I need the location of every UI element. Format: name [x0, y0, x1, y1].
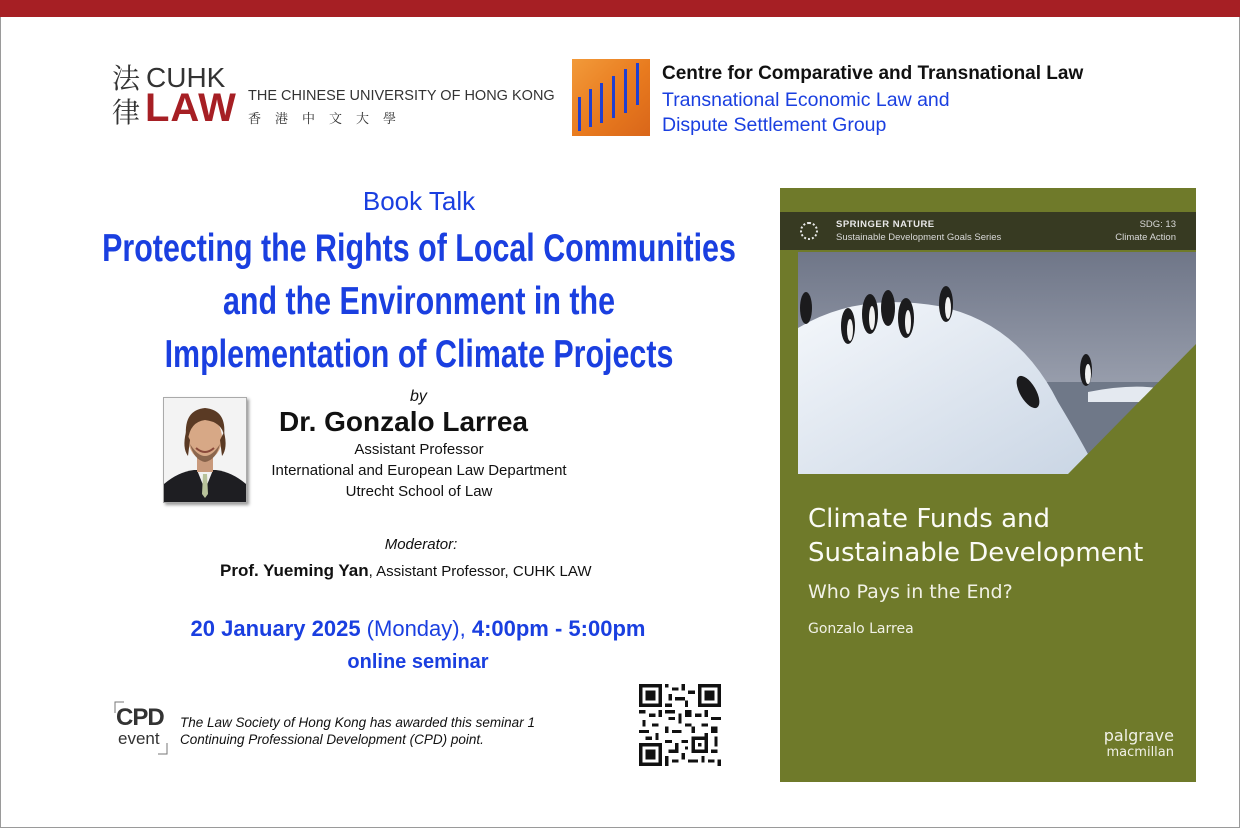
qr-code[interactable] [639, 684, 721, 766]
centre-group-line1: Transnational Economic Law and [662, 89, 950, 111]
imprint-palgrave: palgrave [1103, 726, 1174, 745]
logo-chinese-chars: 法律 [112, 62, 141, 129]
logo-law-text: LAW [145, 86, 237, 130]
cpd-icon [114, 701, 168, 755]
book-subtitle: Who Pays in the End? [808, 581, 1013, 603]
sdg-topic: Climate Action [1115, 232, 1176, 243]
book-series-header [780, 212, 1196, 250]
book-cover [780, 188, 1196, 782]
moderator-details: , Assistant Professor, CUHK LAW [368, 563, 592, 580]
book-title [808, 502, 1143, 570]
event-title-line3: Implementation of Climate Projects [164, 333, 674, 376]
cpd-note-line1: The Law Society of Hong Kong has awarded this seminar 1 [180, 715, 535, 730]
speaker-department: International and European Law Department [271, 462, 567, 479]
centre-logo [572, 59, 650, 136]
cpd-small-text: event [118, 729, 160, 748]
event-datetime [0, 616, 836, 642]
top-red-bar [0, 0, 1240, 17]
centre-group [662, 88, 950, 138]
event-format: online seminar [347, 651, 489, 673]
penguins-image [798, 252, 1196, 474]
by-label: by [410, 388, 427, 405]
university-name-en: THE CHINESE UNIVERSITY OF HONG KONG [248, 88, 555, 104]
speaker-position: Assistant Professor [354, 441, 484, 458]
imprint-macmillan: macmillan [1106, 745, 1174, 760]
centre-title: Centre for Comparative and Transnational Law [662, 63, 1084, 84]
springer-nature-logo [800, 222, 818, 240]
cpd-note [180, 714, 600, 748]
event-weekday: (Monday), [360, 616, 472, 641]
event-title-line2: and the Environment in the [222, 280, 616, 323]
moderator-label: Moderator: [384, 536, 458, 553]
series-name: Sustainable Development Goals Series [836, 232, 1002, 243]
event-date: 20 January 2025 [190, 616, 361, 641]
event-title [92, 222, 746, 381]
event-title-line1: Protecting the Rights of Local Communities [102, 227, 736, 270]
moderator-line [220, 561, 592, 581]
cuhk-law-logo [112, 62, 555, 132]
speaker-name: Dr. Gonzalo Larrea [279, 406, 528, 437]
sdg-number: SDG: 13 [1139, 219, 1176, 230]
moderator-name: Prof. Yueming Yan [220, 561, 369, 580]
speaker-school: Utrecht School of Law [345, 483, 493, 500]
logo-cuhk-text: CUHK [146, 62, 226, 93]
book-title-line1: Climate Funds and [808, 504, 1051, 534]
cpd-note-line2: Continuing Professional Development (CPD) point. [180, 732, 484, 747]
publisher-name: SPRINGER NATURE [836, 219, 935, 230]
event-type: Book Talk [362, 186, 476, 216]
book-author: Gonzalo Larrea [808, 621, 914, 637]
cpd-big-text: CPD [116, 704, 164, 731]
book-title-line2: Sustainable Development [808, 538, 1144, 568]
centre-group-line2: Dispute Settlement Group [662, 114, 887, 136]
university-name-zh: 香港中文大學 [248, 111, 411, 126]
event-time: 4:00pm - 5:00pm [471, 616, 646, 641]
